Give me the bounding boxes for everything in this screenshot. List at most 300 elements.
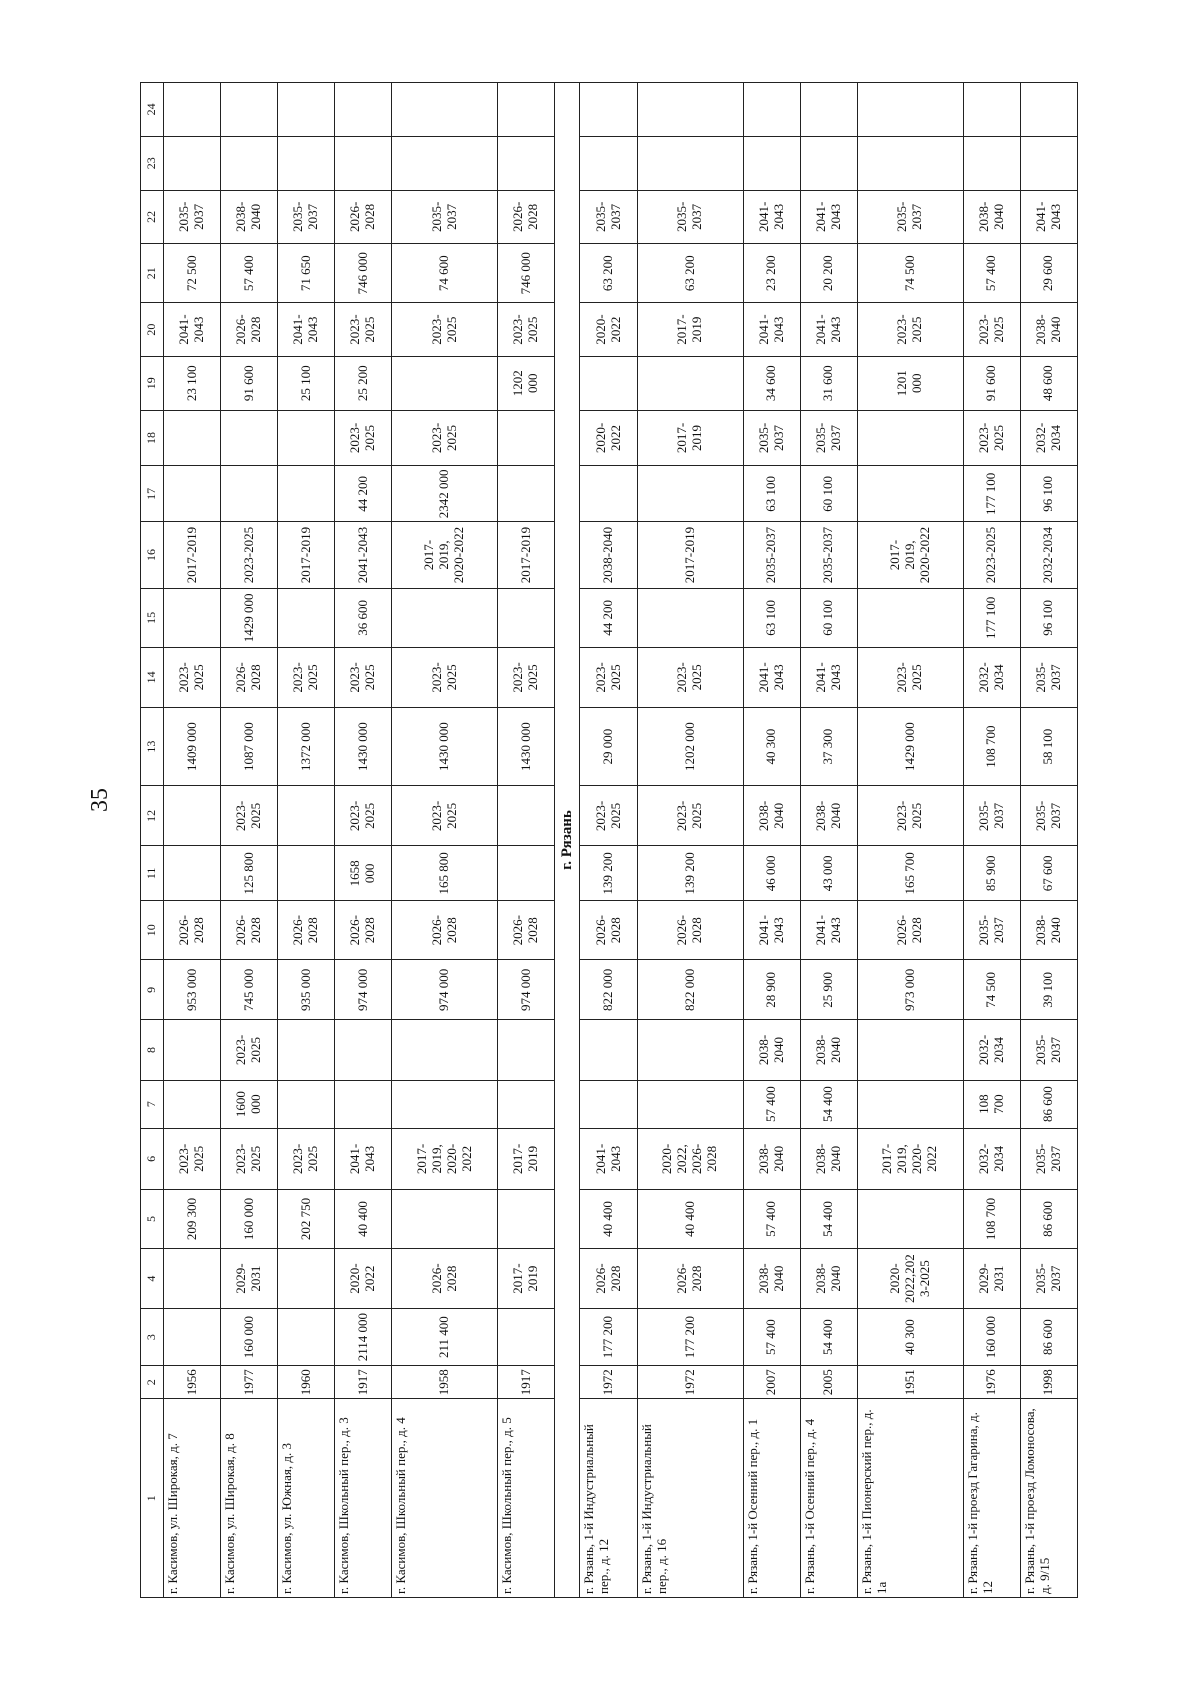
table-cell: 1430 000	[498, 707, 555, 785]
table-cell: 2023-2025	[335, 786, 392, 846]
table-cell	[857, 588, 963, 647]
table-cell	[637, 588, 743, 647]
table-cell	[164, 846, 221, 901]
table-cell: 2035-2037	[1020, 647, 1077, 707]
table-cell: 1600 000	[221, 1080, 278, 1128]
table-cell: 2	[141, 1366, 164, 1399]
table-cell: 1087 000	[221, 707, 278, 785]
table-cell: 2041-2043	[743, 303, 800, 357]
table-row	[335, 83, 392, 1598]
table-cell: 2041-2043	[800, 190, 857, 244]
table-cell: 2026-2028	[498, 901, 555, 960]
table-cell: 2023-2025	[335, 303, 392, 357]
table-cell: 974 000	[392, 960, 498, 1020]
table-cell: 2032-2034	[963, 647, 1020, 707]
table-cell: 2017-2019, 2020-2022	[392, 522, 498, 589]
table-cell: 2023-2025	[221, 1128, 278, 1189]
table-cell: 91 600	[963, 356, 1020, 410]
table-cell: 1917	[335, 1366, 392, 1399]
table-cell: 5	[141, 1190, 164, 1249]
table-cell: 4	[141, 1249, 164, 1309]
table-cell: 48 600	[1020, 356, 1077, 410]
table-cell: 2038-2040	[743, 1020, 800, 1080]
table-cell: 14	[141, 647, 164, 707]
table-cell: г. Рязань, 1-й проезд Ломоносова, д. 9/15	[1020, 1399, 1077, 1598]
table-cell: 177 200	[580, 1309, 637, 1366]
table-cell	[857, 1080, 963, 1128]
table-cell: 1430 000	[392, 707, 498, 785]
table-cell: 1409 000	[164, 707, 221, 785]
table-cell: 86 600	[1020, 1309, 1077, 1366]
table-cell: 2041-2043	[335, 522, 392, 589]
table-cell	[580, 1080, 637, 1128]
table-cell: 2035-2037	[800, 410, 857, 466]
table-cell: 2035-2037	[392, 190, 498, 244]
table-cell: 2017-2019	[498, 522, 555, 589]
table-cell: 2017-2019	[637, 303, 743, 357]
table-cell	[278, 1249, 335, 1309]
capital-repair-schedule-table	[140, 82, 1078, 1598]
table-cell	[857, 136, 963, 190]
table-cell	[1020, 83, 1077, 137]
table-cell: 2023-2025	[392, 647, 498, 707]
table-cell: 46 000	[743, 846, 800, 901]
table-cell: 953 000	[164, 960, 221, 1020]
table-cell: 29 000	[580, 707, 637, 785]
table-cell	[392, 356, 498, 410]
table-cell: 2020-2022,2023-2025	[857, 1249, 963, 1309]
table-cell: 2017-2019, 2020-2022	[392, 1128, 498, 1189]
table-cell: 43 000	[800, 846, 857, 901]
table-cell	[498, 1020, 555, 1080]
table-cell	[278, 83, 335, 137]
table-cell: 2017-2019	[278, 522, 335, 589]
table-cell: 40 400	[335, 1190, 392, 1249]
table-cell	[498, 786, 555, 846]
table-cell: 1430 000	[335, 707, 392, 785]
table-cell: 2017-2019, 2020-2022	[857, 522, 963, 589]
table-cell: 2038-2040	[743, 1128, 800, 1189]
table-cell: 21	[141, 244, 164, 303]
table-cell: 935 000	[278, 960, 335, 1020]
table-cell: 58 100	[1020, 707, 1077, 785]
table-cell: 2041-2043	[743, 901, 800, 960]
table-cell: 2026-2028	[335, 190, 392, 244]
table-cell: г. Рязань, 1-й Осенний пер., д. 4	[800, 1399, 857, 1598]
table-cell	[743, 136, 800, 190]
table-cell: 2023-2025	[164, 647, 221, 707]
table-cell: 2041-2043	[1020, 190, 1077, 244]
table-cell: 2038-2040	[800, 786, 857, 846]
table-cell: 2035-2037	[1020, 1128, 1077, 1189]
table-cell: 165 700	[857, 846, 963, 901]
table-cell	[1020, 136, 1077, 190]
table-cell: 165 800	[392, 846, 498, 901]
table-cell	[392, 83, 498, 137]
table-cell: 2035-2037	[637, 190, 743, 244]
table-cell: 28 900	[743, 960, 800, 1020]
table-cell: 139 200	[580, 846, 637, 901]
page-number: 35	[87, 788, 113, 812]
table-cell: 72 500	[164, 244, 221, 303]
table-cell: 2035-2037	[743, 522, 800, 589]
table-row	[1020, 83, 1077, 1598]
table-cell: 2023-2025	[221, 522, 278, 589]
table-cell	[278, 466, 335, 522]
table-row	[800, 83, 857, 1598]
table-cell	[498, 1309, 555, 1366]
group-header-row	[555, 83, 580, 1598]
table-cell	[637, 466, 743, 522]
table-cell: 1202 000	[498, 356, 555, 410]
table-cell: 2023-2025	[221, 786, 278, 846]
table-cell: 7	[141, 1080, 164, 1128]
table-row	[392, 83, 498, 1598]
table-cell: 2041-2043	[800, 303, 857, 357]
table-cell: 2023-2025	[580, 647, 637, 707]
table-cell: 2035-2037	[963, 786, 1020, 846]
column-number-row	[141, 83, 164, 1598]
table-cell: 2026-2028	[221, 647, 278, 707]
table-cell	[221, 83, 278, 137]
table-row	[278, 83, 335, 1598]
table-cell: г. Рязань, 1-й Осенний пер., д. 1	[743, 1399, 800, 1598]
table-cell: 1	[141, 1399, 164, 1598]
table-cell: 1917	[498, 1366, 555, 1399]
table-cell: 2035-2037	[278, 190, 335, 244]
table-cell: 2023-2025	[637, 786, 743, 846]
table-cell	[335, 83, 392, 137]
table-cell: 1998	[1020, 1366, 1077, 1399]
table-cell: 2041-2043	[164, 303, 221, 357]
table-cell: 2023-2025	[221, 1020, 278, 1080]
table-cell: 25 100	[278, 356, 335, 410]
table-cell: 2041-2043	[800, 647, 857, 707]
table-cell: 746 000	[335, 244, 392, 303]
table-cell: 2035-2037	[1020, 786, 1077, 846]
table-cell: 2026-2028	[580, 901, 637, 960]
table-cell	[164, 588, 221, 647]
table-cell: 54 400	[800, 1309, 857, 1366]
table-cell: 23 100	[164, 356, 221, 410]
table-cell: 139 200	[637, 846, 743, 901]
table-cell	[963, 83, 1020, 137]
table-cell: 2026-2028	[278, 901, 335, 960]
table-cell: 125 800	[221, 846, 278, 901]
table-cell: 2041-2043	[743, 190, 800, 244]
table-cell: 2038-2040	[800, 1249, 857, 1309]
table-cell	[637, 136, 743, 190]
table-cell: 108 700	[963, 1190, 1020, 1249]
table-cell	[580, 356, 637, 410]
table-cell	[498, 466, 555, 522]
table-cell: 2026-2028	[498, 190, 555, 244]
table-cell: 1977	[221, 1366, 278, 1399]
group-header-cell: г. Рязань	[555, 83, 580, 1598]
table-cell: 96 100	[1020, 466, 1077, 522]
table-cell	[580, 83, 637, 137]
table-cell	[392, 1190, 498, 1249]
table-cell	[278, 410, 335, 466]
table-cell: 18	[141, 410, 164, 466]
table-cell: 2026-2028	[637, 1249, 743, 1309]
table-cell: 202 750	[278, 1190, 335, 1249]
table-cell: 2026-2028	[164, 901, 221, 960]
table-cell	[498, 588, 555, 647]
table-cell	[800, 83, 857, 137]
table-cell	[580, 1020, 637, 1080]
table-cell: 822 000	[637, 960, 743, 1020]
table-cell	[498, 410, 555, 466]
table-cell	[164, 786, 221, 846]
table-cell: 60 100	[800, 588, 857, 647]
table-cell: 31 600	[800, 356, 857, 410]
table-cell	[580, 136, 637, 190]
table-cell: 17	[141, 466, 164, 522]
table-cell: 11	[141, 846, 164, 901]
table-cell: г. Касимов, ул. Южная, д. 3	[278, 1399, 335, 1598]
table-cell: 40 400	[637, 1190, 743, 1249]
table-cell: г. Касимов, Школьный пер., д. 3	[335, 1399, 392, 1598]
table-cell: 2035-2037	[743, 410, 800, 466]
table-cell	[221, 466, 278, 522]
table-cell: 63 200	[637, 244, 743, 303]
table-cell	[498, 846, 555, 901]
table-cell: 2005	[800, 1366, 857, 1399]
table-cell	[857, 1190, 963, 1249]
table-cell: 211 400	[392, 1309, 498, 1366]
table-cell: г. Рязань, 1-й Пионерский пер., д. 1а	[857, 1399, 963, 1598]
table-cell: 25 900	[800, 960, 857, 1020]
table-cell: 34 600	[743, 356, 800, 410]
table-cell: 2041-2043	[580, 1128, 637, 1189]
table-cell	[857, 410, 963, 466]
table-cell	[637, 83, 743, 137]
table-row	[221, 83, 278, 1598]
table-cell: 57 400	[221, 244, 278, 303]
table-cell: 2023-2025	[498, 303, 555, 357]
table-cell: 2023-2025	[857, 647, 963, 707]
table-cell: 2023-2025	[392, 303, 498, 357]
table-cell: 2032-2034	[963, 1020, 1020, 1080]
table-cell: 54 400	[800, 1080, 857, 1128]
table-cell: 2023-2025	[963, 410, 1020, 466]
table-cell: 1658 000	[335, 846, 392, 901]
table-cell: 160 000	[963, 1309, 1020, 1366]
table-cell: 71 650	[278, 244, 335, 303]
table-cell: 2342 000	[392, 466, 498, 522]
table-cell: 177 100	[963, 588, 1020, 647]
table-cell: 1429 000	[857, 707, 963, 785]
table-cell: 2041-2043	[335, 1128, 392, 1189]
table-cell	[637, 1080, 743, 1128]
table-cell: 39 100	[1020, 960, 1077, 1020]
table-cell	[498, 83, 555, 137]
table-cell: 40 300	[743, 707, 800, 785]
table-cell: 2041-2043	[278, 303, 335, 357]
table-cell: 63 100	[743, 588, 800, 647]
table-cell: 2007	[743, 1366, 800, 1399]
table-cell: 108 700	[963, 1080, 1020, 1128]
table-cell	[335, 136, 392, 190]
table-cell: 19	[141, 356, 164, 410]
table-cell: 12	[141, 786, 164, 846]
table-cell: 2026-2028	[221, 901, 278, 960]
table-cell: 23	[141, 136, 164, 190]
table-cell: 13	[141, 707, 164, 785]
table-cell: 86 600	[1020, 1080, 1077, 1128]
table-cell	[278, 1080, 335, 1128]
table-cell: 2032-2034	[1020, 522, 1077, 589]
table-cell: 160 000	[221, 1190, 278, 1249]
table-cell: 2026-2028	[392, 1249, 498, 1309]
table-cell: 2020-2022	[335, 1249, 392, 1309]
table-cell: 9	[141, 960, 164, 1020]
table-cell: 2023-2025	[335, 647, 392, 707]
table-cell: 209 300	[164, 1190, 221, 1249]
table-cell: 57 400	[963, 244, 1020, 303]
table-cell: 2017-2019, 2020-2022	[857, 1128, 963, 1189]
table-cell: 2038-2040	[1020, 901, 1077, 960]
table-cell	[278, 786, 335, 846]
table-cell: 1372 000	[278, 707, 335, 785]
table-cell: 746 000	[498, 244, 555, 303]
table-cell: 40 300	[857, 1309, 963, 1366]
table-cell	[164, 83, 221, 137]
table-cell: 2035-2037	[963, 901, 1020, 960]
table-cell: 2029-2031	[963, 1249, 1020, 1309]
table-cell: 24	[141, 83, 164, 137]
table-cell: 2017-2019	[164, 522, 221, 589]
table-cell	[278, 846, 335, 901]
table-cell: 1972	[637, 1366, 743, 1399]
table-cell: 2020-2022	[580, 410, 637, 466]
table-cell: 37 300	[800, 707, 857, 785]
table-cell: 86 600	[1020, 1190, 1077, 1249]
table-cell: 2020-2022	[580, 303, 637, 357]
table-cell: 2035-2037	[800, 522, 857, 589]
table-cell	[164, 136, 221, 190]
table-cell: 1958	[392, 1366, 498, 1399]
table-cell: 96 100	[1020, 588, 1077, 647]
table-cell: 2035-2037	[857, 190, 963, 244]
table-cell	[637, 1020, 743, 1080]
table-cell: 74 500	[963, 960, 1020, 1020]
table-cell: 2026-2028	[335, 901, 392, 960]
table-row	[963, 83, 1020, 1598]
table-cell: 108 700	[963, 707, 1020, 785]
table-cell: 2023-2025	[392, 786, 498, 846]
table-cell: 2035-2037	[580, 190, 637, 244]
table-cell: 74 600	[392, 244, 498, 303]
table-cell: 1951	[857, 1366, 963, 1399]
table-cell: 973 000	[857, 960, 963, 1020]
table-cell: 974 000	[335, 960, 392, 1020]
table-cell: 2035-2037	[164, 190, 221, 244]
table-cell: 2017-2019	[498, 1128, 555, 1189]
table-cell: 2041-2043	[800, 901, 857, 960]
table-cell	[278, 1309, 335, 1366]
table-cell: 2023-2025	[580, 786, 637, 846]
table-cell: 1960	[278, 1366, 335, 1399]
table-cell	[278, 588, 335, 647]
table-cell: 23 200	[743, 244, 800, 303]
table-cell	[164, 1309, 221, 1366]
table-cell	[857, 83, 963, 137]
table-cell: 22	[141, 190, 164, 244]
table-cell: 29 600	[1020, 244, 1077, 303]
table-cell	[278, 136, 335, 190]
table-cell: 1976	[963, 1366, 1020, 1399]
table-cell: 2023-2025	[857, 786, 963, 846]
table-cell: 2035-2037	[1020, 1249, 1077, 1309]
table-cell: 2032-2034	[1020, 410, 1077, 466]
table-cell: 2038-2040	[963, 190, 1020, 244]
table-cell: 1956	[164, 1366, 221, 1399]
table-cell: 822 000	[580, 960, 637, 1020]
table-cell	[164, 1080, 221, 1128]
table-cell: 57 400	[743, 1080, 800, 1128]
table-cell: 1202 000	[637, 707, 743, 785]
table-cell: 16	[141, 522, 164, 589]
table-cell: 2017-2019	[498, 1249, 555, 1309]
table-cell: 2038-2040	[1020, 303, 1077, 357]
table-cell	[800, 136, 857, 190]
table-cell	[392, 1080, 498, 1128]
table-cell	[392, 588, 498, 647]
rotated-table-container	[140, 82, 1078, 1598]
table-cell	[857, 466, 963, 522]
table-cell: 2017-2019	[637, 410, 743, 466]
table-cell: 2038-2040	[221, 190, 278, 244]
table-cell: 2029-2031	[221, 1249, 278, 1309]
table-row	[637, 83, 743, 1598]
table-cell: 44 200	[580, 588, 637, 647]
table-cell: 2114 000	[335, 1309, 392, 1366]
table-cell: 1429 000	[221, 588, 278, 647]
table-cell: 2026-2028	[857, 901, 963, 960]
table-cell: 25 200	[335, 356, 392, 410]
table-cell: 2038-2040	[743, 1249, 800, 1309]
table-cell: 2038-2040	[800, 1020, 857, 1080]
table-cell: 2023-2025	[498, 647, 555, 707]
table-cell	[392, 1020, 498, 1080]
table-cell	[221, 136, 278, 190]
table-cell: г. Рязань, 1-й Индустриальный пер., д. 12	[580, 1399, 637, 1598]
table-cell: 60 100	[800, 466, 857, 522]
table-cell	[164, 410, 221, 466]
table-cell: 40 400	[580, 1190, 637, 1249]
table-cell: 6	[141, 1128, 164, 1189]
table-cell: 2023-2025	[963, 303, 1020, 357]
table-cell	[963, 136, 1020, 190]
table-cell: г. Рязань, 1-й проезд Гагарина, д. 12	[963, 1399, 1020, 1598]
table-cell	[392, 136, 498, 190]
table-cell: 2023-2025	[392, 410, 498, 466]
table-cell: 2035-2037	[1020, 1020, 1077, 1080]
table-cell	[278, 1020, 335, 1080]
table-cell: 63 200	[580, 244, 637, 303]
table-cell: 67 600	[1020, 846, 1077, 901]
table-cell: г. Рязань, 1-й Индустриальный пер., д. 16	[637, 1399, 743, 1598]
table-cell: 160 000	[221, 1309, 278, 1366]
table-cell: 2038-2040	[743, 786, 800, 846]
table-cell: 63 100	[743, 466, 800, 522]
table-cell	[498, 1080, 555, 1128]
table-cell: 57 400	[743, 1190, 800, 1249]
table-cell: 177 100	[963, 466, 1020, 522]
table-cell	[637, 356, 743, 410]
